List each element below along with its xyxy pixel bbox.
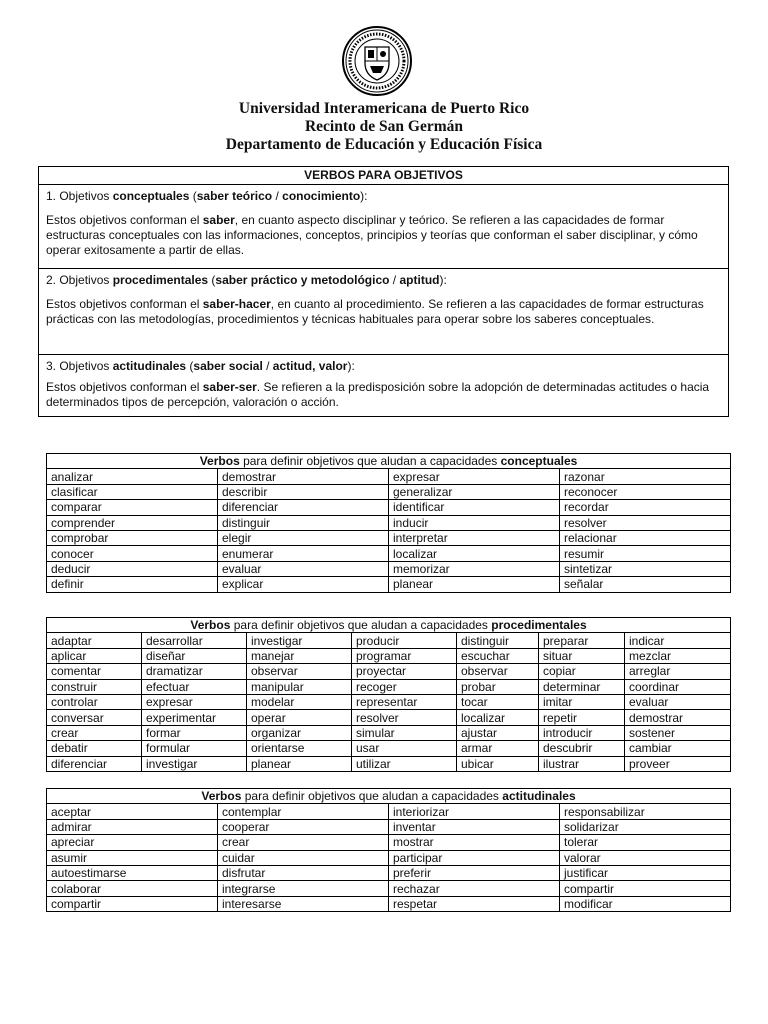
verb-cell: copiar: [539, 664, 625, 679]
table-row: [47, 546, 731, 561]
verb-cell: identificar: [389, 500, 560, 515]
verb-cell: valorar: [560, 850, 731, 865]
verb-cell: investigar: [142, 756, 247, 771]
verb-cell: expresar: [142, 694, 247, 709]
verb-cell: distinguir: [457, 633, 539, 648]
verb-cell: mezclar: [625, 648, 731, 663]
verb-cell: clasificar: [47, 484, 218, 499]
verb-cell: preferir: [389, 865, 560, 880]
verb-cell: experimentar: [142, 710, 247, 725]
verb-cell: explicar: [218, 577, 389, 592]
verb-cell: distinguir: [218, 515, 389, 530]
university-name: Universidad Interamericana de Puerto Rico: [238, 100, 530, 117]
verb-cell: modificar: [560, 896, 731, 911]
verb-cell: participar: [389, 850, 560, 865]
verb-cell: observar: [457, 664, 539, 679]
verb-cell: disfrutar: [218, 865, 389, 880]
verb-cell: modelar: [247, 694, 352, 709]
verb-cell: cuidar: [218, 850, 389, 865]
verb-cell: operar: [247, 710, 352, 725]
verb-cell: resolver: [352, 710, 457, 725]
verb-cell: comparar: [47, 500, 218, 515]
verb-cell: desarrollar: [142, 633, 247, 648]
verb-cell: representar: [352, 694, 457, 709]
table-row: [47, 896, 731, 911]
verb-cell: inventar: [389, 819, 560, 834]
verb-cell: formar: [142, 725, 247, 740]
verb-cell: proveer: [625, 756, 731, 771]
verb-cell: tolerar: [560, 835, 731, 850]
objectives-title: VERBOS PARA OBJETIVOS: [39, 167, 728, 185]
objective-description: Estos objetivos conforman el saber-hacer, en cuanto al procedimiento. Se refieren a las capacidades de formar estructuras prácticas con las metodologías, procedimientos y técnicas habituales para operar sobre los saberes conceptuales.: [46, 297, 704, 326]
verb-cell: construir: [47, 679, 142, 694]
verb-cell: describir: [218, 484, 389, 499]
verb-cell: recordar: [560, 500, 731, 515]
verb-cell: manipular: [247, 679, 352, 694]
verb-cell: interpretar: [389, 530, 560, 545]
verb-cell: demostrar: [625, 710, 731, 725]
verb-cell: diseñar: [142, 648, 247, 663]
verb-cell: expresar: [389, 469, 560, 484]
verb-cell: respetar: [389, 896, 560, 911]
table-title: Verbos para definir objetivos que aludan a capacidades procedimentales: [47, 618, 731, 633]
verb-cell: utilizar: [352, 756, 457, 771]
verb-cell: colaborar: [47, 881, 218, 896]
verb-cell: crear: [47, 725, 142, 740]
verb-cell: comprobar: [47, 530, 218, 545]
verb-cell: señalar: [560, 577, 731, 592]
verb-cell: localizar: [389, 546, 560, 561]
verb-cell: manejar: [247, 648, 352, 663]
objective-heading: 1. Objetivos conceptuales (saber teórico / conocimiento):: [46, 189, 368, 203]
verb-cell: recoger: [352, 679, 457, 694]
campus-name: Recinto de San Germán: [304, 118, 463, 135]
objective-section-attitudinal: [39, 355, 728, 416]
verb-cell: elegir: [218, 530, 389, 545]
verb-cell: comentar: [47, 664, 142, 679]
table-row: [47, 530, 731, 545]
objectives-box: [38, 166, 729, 417]
conceptual-verbs-table: [46, 453, 731, 593]
table-row: [47, 850, 731, 865]
verb-cell: asumir: [47, 850, 218, 865]
verb-cell: comprender: [47, 515, 218, 530]
verb-cell: analizar: [47, 469, 218, 484]
verb-cell: orientarse: [247, 741, 352, 756]
verb-cell: justificar: [560, 865, 731, 880]
verb-cell: coordinar: [625, 679, 731, 694]
verb-cell: indicar: [625, 633, 731, 648]
verb-cell: armar: [457, 741, 539, 756]
table-row: [47, 741, 731, 756]
table-row: [47, 469, 731, 484]
verb-cell: rechazar: [389, 881, 560, 896]
verb-cell: imitar: [539, 694, 625, 709]
verb-cell: escuchar: [457, 648, 539, 663]
verb-cell: generalizar: [389, 484, 560, 499]
verb-cell: diferenciar: [218, 500, 389, 515]
verb-cell: deducir: [47, 561, 218, 576]
verb-cell: crear: [218, 835, 389, 850]
objective-description: Estos objetivos conforman el saber, en cuanto aspecto disciplinar y teórico. Se refieren a las capacidades de formar estructuras conceptuales con las informaciones, conceptos, principios y teorías que conforman el saber disciplinar, y cómo operar exitosamente a partir de ellas.: [46, 213, 698, 257]
verb-cell: relacionar: [560, 530, 731, 545]
verb-cell: reconocer: [560, 484, 731, 499]
verb-cell: programar: [352, 648, 457, 663]
verb-cell: compartir: [560, 881, 731, 896]
verb-cell: diferenciar: [47, 756, 142, 771]
verb-cell: introducir: [539, 725, 625, 740]
verb-cell: determinar: [539, 679, 625, 694]
verb-cell: demostrar: [218, 469, 389, 484]
attitudinal-verbs-table: [46, 788, 731, 912]
verb-cell: contemplar: [218, 804, 389, 819]
verb-cell: repetir: [539, 710, 625, 725]
department-name: Departamento de Educación y Educación Física: [225, 136, 543, 153]
objective-heading: 2. Objetivos procedimentales (saber práctico y metodológico / aptitud):: [46, 273, 447, 287]
table-row: [47, 515, 731, 530]
verb-cell: adaptar: [47, 633, 142, 648]
table-row: [47, 756, 731, 771]
verb-cell: investigar: [247, 633, 352, 648]
verb-cell: usar: [352, 741, 457, 756]
table-row: [47, 835, 731, 850]
objective-heading: 3. Objetivos actitudinales (saber social / actitud, valor):: [46, 359, 355, 373]
verb-cell: planear: [247, 756, 352, 771]
verb-cell: aplicar: [47, 648, 142, 663]
verb-cell: conversar: [47, 710, 142, 725]
table-row: [47, 648, 731, 663]
table-row: [47, 865, 731, 880]
table-row: [47, 633, 731, 648]
verb-cell: sintetizar: [560, 561, 731, 576]
objective-description: Estos objetivos conforman el saber-ser. Se refieren a la predisposición sobre la adopción de determinadas actitudes o hacia determinados tipos de percepción, valoración o acción.: [46, 380, 710, 409]
verb-cell: observar: [247, 664, 352, 679]
verb-cell: inducir: [389, 515, 560, 530]
verb-cell: situar: [539, 648, 625, 663]
verb-cell: formular: [142, 741, 247, 756]
table-row: [47, 819, 731, 834]
verb-cell: aceptar: [47, 804, 218, 819]
verb-cell: tocar: [457, 694, 539, 709]
verb-cell: cambiar: [625, 741, 731, 756]
verb-cell: probar: [457, 679, 539, 694]
verb-cell: conocer: [47, 546, 218, 561]
verb-cell: ubicar: [457, 756, 539, 771]
verb-cell: interiorizar: [389, 804, 560, 819]
verb-cell: planear: [389, 577, 560, 592]
verb-cell: razonar: [560, 469, 731, 484]
verb-cell: localizar: [457, 710, 539, 725]
verb-cell: definir: [47, 577, 218, 592]
table-row: [47, 694, 731, 709]
table-row: [47, 484, 731, 499]
verb-cell: autoestimarse: [47, 865, 218, 880]
objective-section-conceptual: [39, 185, 728, 269]
objective-section-procedural: [39, 269, 728, 355]
verb-cell: arreglar: [625, 664, 731, 679]
table-row: [47, 804, 731, 819]
verb-cell: responsabilizar: [560, 804, 731, 819]
table-title: Verbos para definir objetivos que aludan a capacidades conceptuales: [47, 454, 731, 469]
university-seal-logo: [341, 25, 413, 97]
verb-cell: controlar: [47, 694, 142, 709]
verb-cell: mostrar: [389, 835, 560, 850]
verb-cell: proyectar: [352, 664, 457, 679]
verb-cell: evaluar: [218, 561, 389, 576]
table-row: [47, 725, 731, 740]
verb-cell: ajustar: [457, 725, 539, 740]
verb-cell: admirar: [47, 819, 218, 834]
verb-cell: dramatizar: [142, 664, 247, 679]
table-row: [47, 500, 731, 515]
table-row: [47, 710, 731, 725]
verb-cell: compartir: [47, 896, 218, 911]
verb-cell: interesarse: [218, 896, 389, 911]
verb-cell: integrarse: [218, 881, 389, 896]
verb-cell: simular: [352, 725, 457, 740]
verb-cell: evaluar: [625, 694, 731, 709]
verb-cell: preparar: [539, 633, 625, 648]
verb-cell: resolver: [560, 515, 731, 530]
table-row: [47, 881, 731, 896]
institution-header: [0, 100, 768, 154]
verb-cell: producir: [352, 633, 457, 648]
verb-cell: organizar: [247, 725, 352, 740]
verb-cell: memorizar: [389, 561, 560, 576]
verb-cell: ilustrar: [539, 756, 625, 771]
verb-cell: debatir: [47, 741, 142, 756]
verb-cell: efectuar: [142, 679, 247, 694]
verb-cell: solidarizar: [560, 819, 731, 834]
procedural-verbs-table: [46, 617, 731, 772]
verb-cell: descubrir: [539, 741, 625, 756]
table-row: [47, 679, 731, 694]
verb-cell: resumir: [560, 546, 731, 561]
verb-cell: enumerar: [218, 546, 389, 561]
table-title: Verbos para definir objetivos que aludan a capacidades actitudinales: [47, 789, 731, 804]
table-row: [47, 664, 731, 679]
verb-cell: cooperar: [218, 819, 389, 834]
verb-cell: sostener: [625, 725, 731, 740]
table-row: [47, 561, 731, 576]
table-row: [47, 577, 731, 592]
verb-cell: apreciar: [47, 835, 218, 850]
